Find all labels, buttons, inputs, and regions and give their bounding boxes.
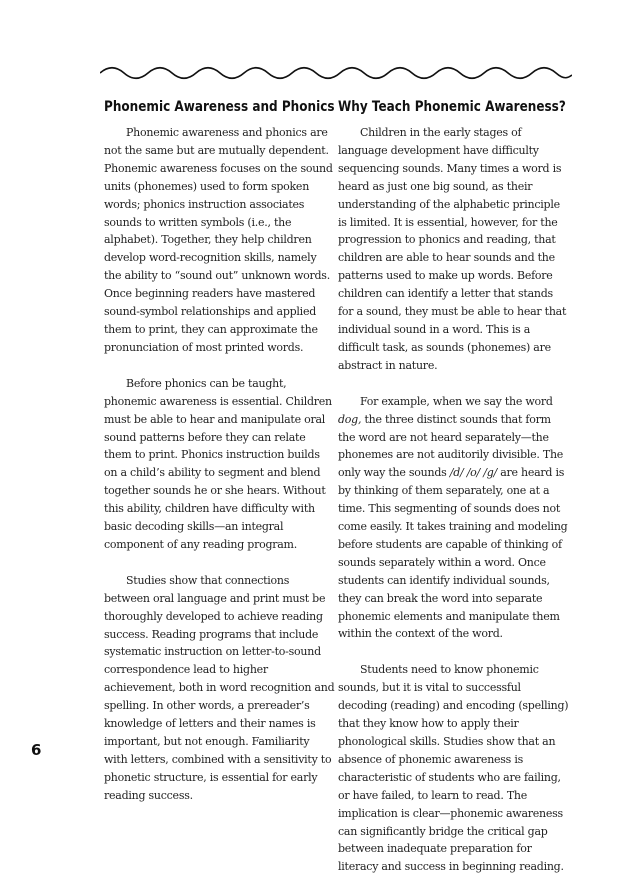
body-paragraph: Students need to know phonemic sounds, but it is vital to successful decoding (reading) and encoding (spelling) that they know how to apply their phonological skills. Studies show that an absence of phonemic awareness is characteristic of students who are failing, or have failed, to learn to read. The implication is clear—phonemic awareness can significantly bridge the critical gap between inadequate preparation for literacy and success in beginning reading. (338, 663, 569, 874)
example-word: dog, (338, 412, 362, 426)
paragraph-text: are heard is by thinking of them separately, one at a time. This segmenting of sounds does not come easily. It takes training and modeling before students are capable of thinking of sounds separately within a word. Once students can identify individual sounds, they can break the word into separate phonemic elements and manipulate them within the context of the word. (338, 466, 568, 641)
body-paragraph: Studies show that connections between oral language and print must be thoroughly developed to achieve reading success. Reading programs that include systematic instruction on letter-to-sound correspondence lead to higher achievement, both in word recognition and spelling. In other words, a prereader’s knowledge of letters and their names is important, but not enough. Familiarity with letters, combined with a sensitivity to phonetic structure, is essential for early reading success. (104, 573, 335, 802)
right-column (338, 98, 570, 894)
section-heading-why-teach-phonemic-awareness: Why Teach Phonemic Awareness? (338, 99, 566, 115)
body-paragraph: Phonemic awareness and phonics are not the same but are mutually dependent. Phonemic awareness focuses on the sound units (phonemes) used to form spoken words; phonics instruction associates sounds to written symbols (i.e., the alphabet). Together, they help children develop word-recognition skills, namely the ability to “sound out” unknown words. Once beginning readers have mastered sound-symbol relationships and applied them to print, they can approximate the pronunciation of most printed words. (104, 126, 333, 354)
body-paragraph (338, 393, 570, 644)
paragraph-text: For example, when we say the word (360, 394, 553, 408)
left-column (104, 98, 336, 823)
wavy-divider (100, 64, 572, 82)
page-number: 6 (31, 741, 42, 759)
section-heading-phonemic-awareness-and-phonics: Phonemic Awareness and Phonics (104, 99, 335, 115)
body-paragraph: Before phonics can be taught, phonemic awareness is essential. Children must be able to hear and manipulate oral sound patterns before they can relate them to print. Phonics instruction builds on a child’s ability to segment and blend together sounds he or she hears. Without this ability, children have difficulty with basic decoding skills—an integral component of any reading program. (104, 376, 332, 551)
paragraph-text: the three distinct sounds that form the word are not heard separately—the phonemes are not auditorily divisible. The only way the sounds (338, 412, 564, 480)
example-sounds: /d/ /o/ /g/ (449, 466, 497, 480)
body-paragraph: Children in the early stages of language development have difficulty sequencing sounds. Many times a word is heard as just one big sound, as their understanding of the alphabetic principle is limited. It is essential, however, for the progression to phonics and reading, that children are able to hear sounds and the patterns used to make up words. Before children can identify a letter that stands for a sound, they must be able to hear that individual sound in a word. This is a difficult task, as sounds (phonemes) are abstract in nature. (338, 126, 567, 372)
